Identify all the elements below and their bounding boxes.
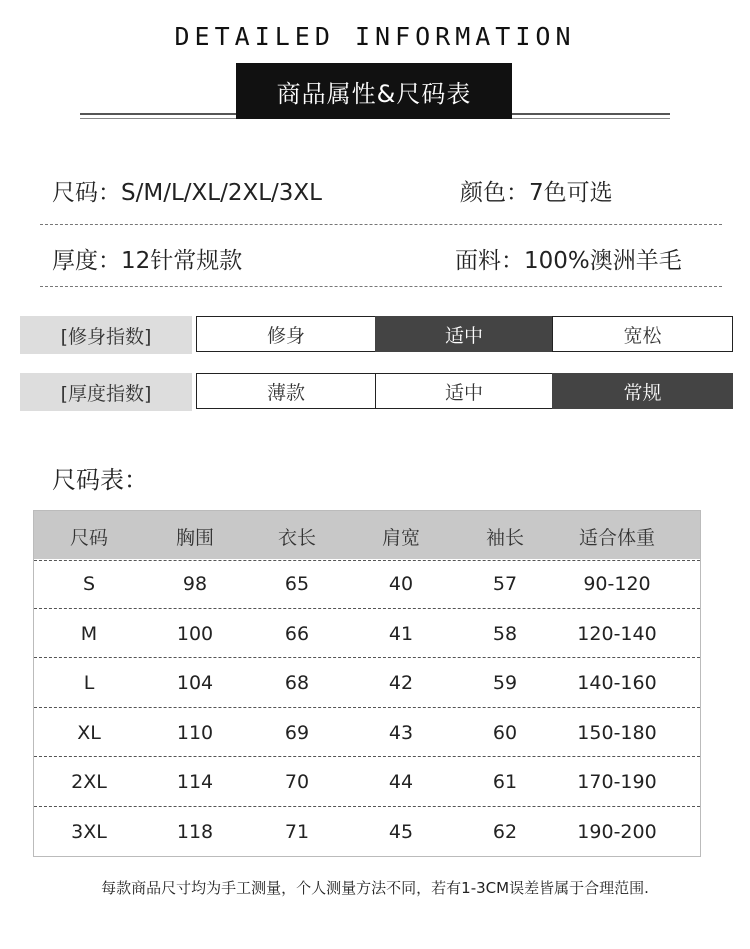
thickness-option: 薄款 (196, 373, 376, 409)
attr-fabric: 面料：100%澳洲羊毛 (455, 248, 682, 274)
table-cell: L (83, 672, 95, 694)
size-chart-label: 尺码表： (52, 466, 148, 494)
table-cell: 43 (388, 721, 414, 744)
table-cell: 41 (388, 622, 414, 645)
table-cell: 71 (284, 820, 310, 843)
table-cell: 110 (176, 721, 214, 744)
table-cell: 104 (176, 672, 214, 694)
table-cell: 58 (492, 622, 518, 645)
thickness-option: 常规 (552, 373, 733, 409)
table-cell: 59 (492, 672, 518, 694)
divider (40, 286, 722, 287)
thickness-option: 适中 (375, 373, 553, 409)
table-cell: 118 (176, 820, 214, 843)
table-cell: 140-160 (577, 672, 657, 694)
table-header-cell: 适合体重 (578, 527, 656, 549)
row-divider (34, 806, 700, 807)
table-cell: 57 (492, 573, 518, 595)
table-cell: 65 (284, 573, 310, 595)
table-cell: 66 (284, 622, 310, 645)
fit-option: 适中 (375, 316, 553, 352)
table-cell: 42 (388, 672, 414, 694)
table-header-cell: 袖长 (485, 527, 525, 549)
row-divider (34, 657, 700, 658)
attr-color: 颜色：7色可选 (460, 180, 613, 206)
table-header (34, 511, 700, 559)
attr-size: 尺码：S/M/L/XL/2XL/3XL (52, 180, 322, 206)
size-table (33, 510, 701, 857)
table-cell: S (82, 573, 96, 595)
page-heading: DETAILED INFORMATION (174, 22, 576, 51)
table-header-cell: 肩宽 (381, 527, 421, 549)
fit-index-label: [修身指数] (20, 316, 192, 354)
table-header-cell: 衣长 (277, 527, 317, 549)
thickness-index-label: [厚度指数] (20, 373, 192, 411)
table-cell: 40 (388, 573, 414, 595)
table-cell: 45 (388, 820, 414, 843)
footnote: 每款商品尺寸均为手工测量，个人测量方法不同，若有1-3CM误差皆属于合理范围. (101, 879, 649, 897)
table-cell: 2XL (71, 771, 107, 793)
divider (40, 224, 722, 225)
table-cell: 100 (176, 622, 214, 645)
table-header-cell: 尺码 (69, 527, 109, 549)
table-cell: XL (77, 721, 101, 744)
row-divider (34, 560, 700, 561)
row-divider (34, 756, 700, 757)
table-cell: 3XL (71, 820, 107, 843)
table-cell: 62 (492, 820, 518, 843)
table-header-cell: 胸围 (175, 527, 215, 549)
fit-option: 宽松 (552, 316, 733, 352)
table-cell: 70 (284, 771, 310, 793)
table-cell: 61 (492, 771, 518, 793)
table-cell: 90-120 (583, 573, 651, 595)
table-cell: 68 (284, 672, 310, 694)
table-cell: 190-200 (577, 820, 657, 843)
table-cell: 120-140 (577, 622, 657, 645)
table-cell: 44 (388, 771, 414, 793)
table-cell: 60 (492, 721, 518, 744)
table-cell: 69 (284, 721, 310, 744)
table-cell: M (80, 622, 98, 645)
row-divider (34, 608, 700, 609)
row-divider (34, 707, 700, 708)
table-cell: 170-190 (577, 771, 657, 793)
attr-thickness: 厚度：12针常规款 (52, 248, 243, 274)
table-cell: 114 (176, 771, 214, 793)
table-cell: 150-180 (577, 721, 657, 744)
table-cell: 98 (182, 573, 208, 595)
section-title: 商品属性&尺码表 (236, 63, 512, 119)
fit-option: 修身 (196, 316, 376, 352)
